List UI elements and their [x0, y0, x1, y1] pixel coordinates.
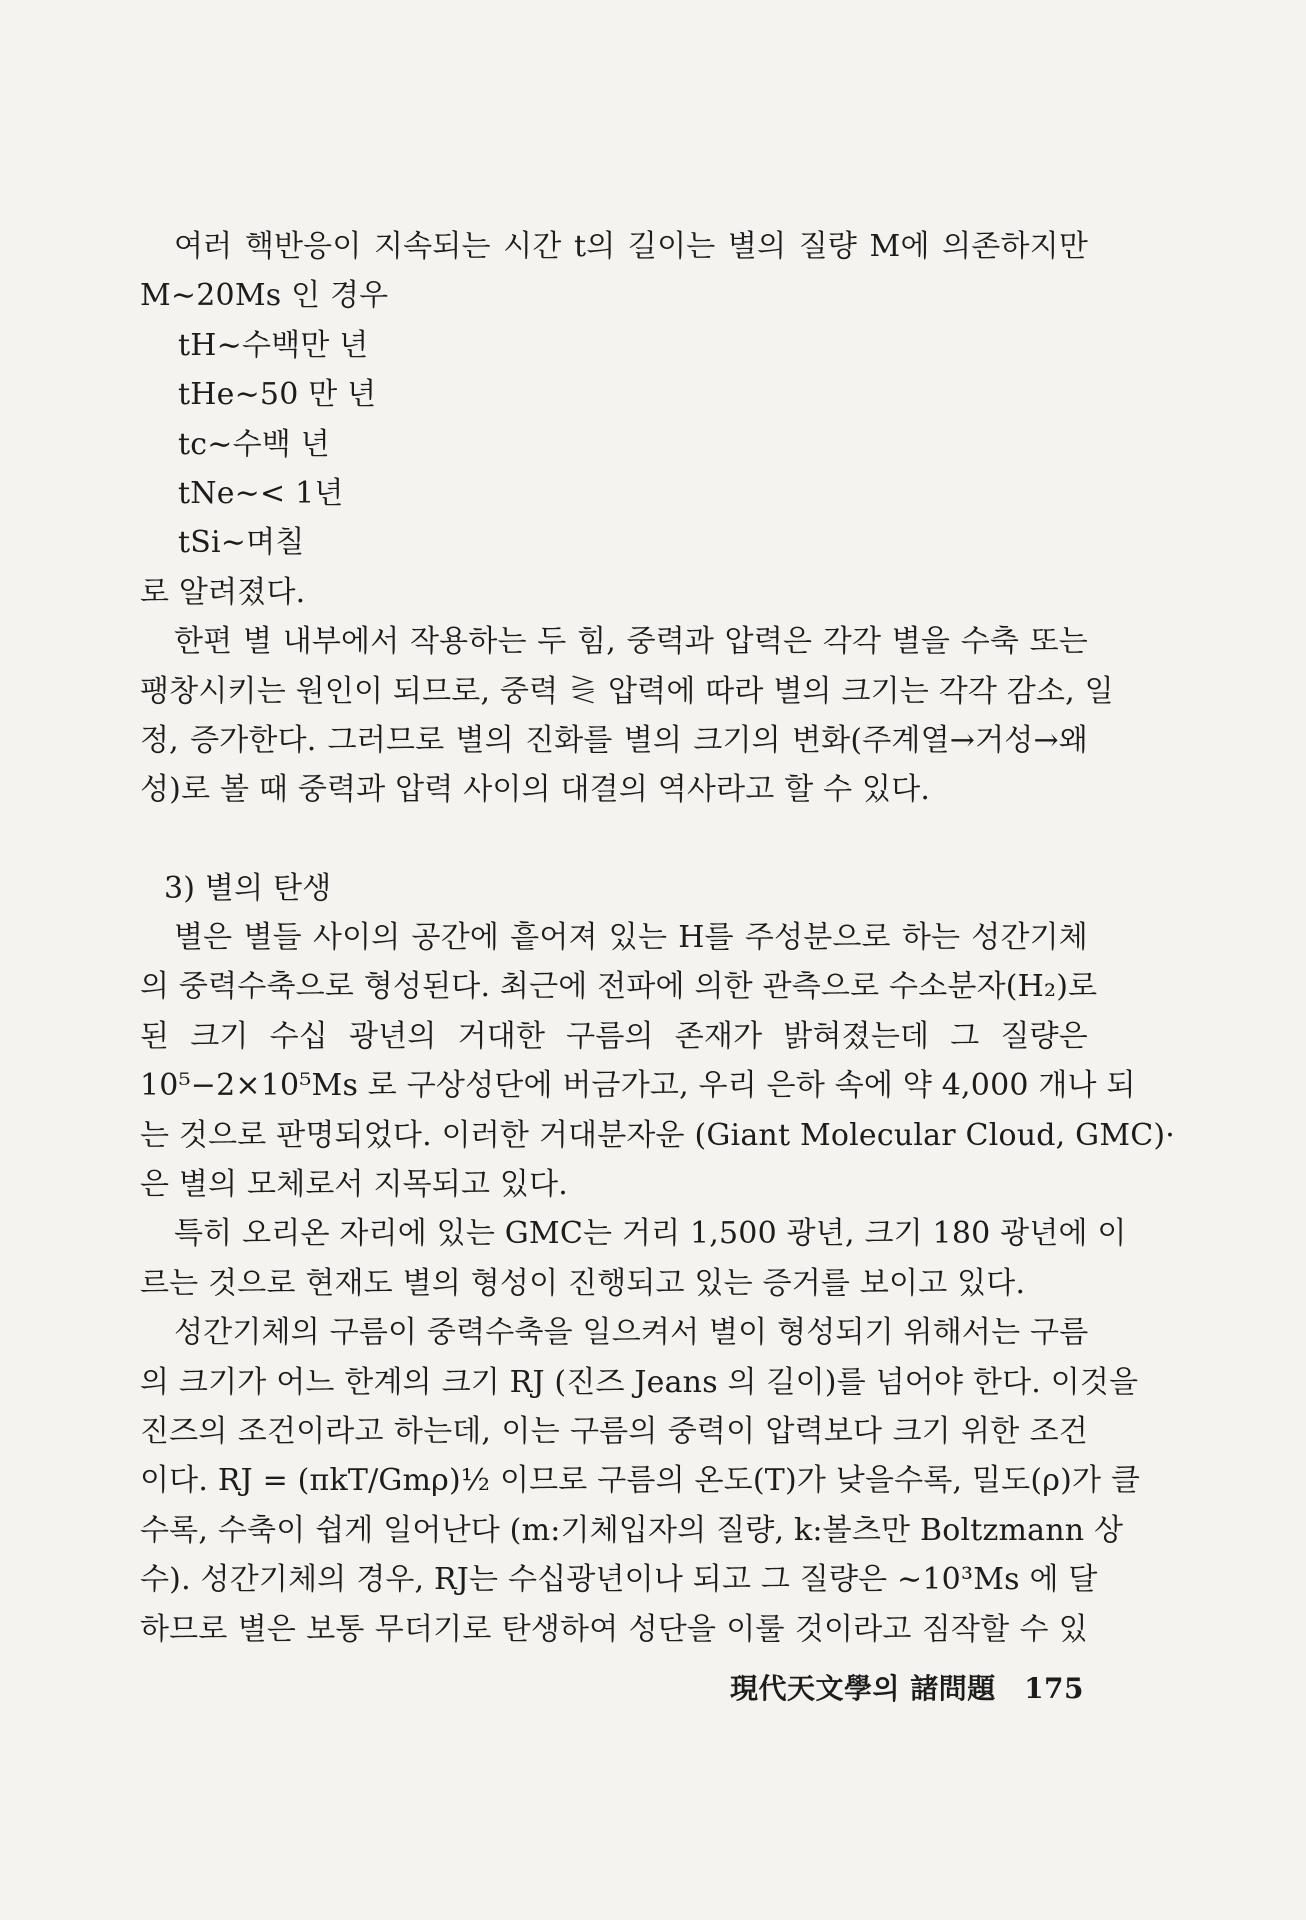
paragraph-line: 특히 오리온 자리에 있는 GMC는 거리 1,500 광년, 크기 180 광년에 이	[174, 1216, 1127, 1252]
paragraph-line: 이다. RJ = (πkT/Gmρ)½ 이므로 구름의 온도(T)가 낮을수록, 밀도(ρ)가 클	[140, 1463, 1141, 1499]
paragraph-line: 정, 증가한다. 그러므로 별의 진화를 별의 크기의 변화(주계열→거성→왜	[140, 722, 1088, 758]
paragraph-line: 로 알려졌다.	[140, 574, 306, 610]
formula-line: tH∼수백만 년	[178, 327, 369, 363]
spacer	[140, 815, 1088, 864]
paragraph-line: 의 크기가 어느 한계의 크기 RJ (진즈 Jeans 의 길이)를 넘어야 한다. 이것을	[140, 1364, 1139, 1400]
formula-line: tNe∼< 1년	[178, 475, 344, 511]
formula-line: tSi∼며칠	[178, 525, 305, 561]
paragraph-line: 의 중력수축으로 형성된다. 최근에 전파에 의한 관측으로 수소분자(H₂)로	[140, 969, 1098, 1005]
paragraph-line: 여러 핵반응이 지속되는 시간 t의 길이는 별의 질량 M에 의존하지만	[174, 229, 1088, 264]
running-title: 現代天文學의 諸問題	[730, 1672, 996, 1705]
formula-line: tHe∼50 만 년	[178, 377, 377, 413]
paragraph-line: 한편 별 내부에서 작용하는 두 힘, 중력과 압력은 각각 별을 수축 또는	[174, 624, 1088, 660]
paragraph-line: 수). 성간기체의 경우, RJ는 수십광년이나 되고 그 질량은 ∼10³Ms 에 달	[140, 1562, 1098, 1598]
paragraph-line: 별은 별들 사이의 공간에 흩어져 있는 H를 주성분으로 하는 성간기체	[174, 920, 1088, 956]
paragraph-line: 수록, 수축이 쉽게 일어난다 (m:기체입자의 질량, k:볼츠만 Boltzmann 상	[140, 1512, 1124, 1548]
paragraph-line: 은 별의 모체로서 지목되고 있다.	[140, 1167, 569, 1203]
paragraph-line: 성간기체의 구름이 중력수축을 일으켜서 별이 형성되기 위해서는 구름	[174, 1315, 1089, 1351]
paragraph-line: 팽창시키는 원인이 되므로, 중력 ⋛ 압력에 따라 별의 크기는 각각 감소, 일	[140, 673, 1114, 709]
paragraph-line: 진즈의 조건이라고 하는데, 이는 구름의 중력이 압력보다 크기 위한 조건	[140, 1413, 1088, 1449]
paragraph-line: 하므로 별은 보통 무더기로 탄생하여 성단을 이룰 것이라고 짐작할 수 있	[140, 1611, 1088, 1647]
paragraph-line: 르는 것으로 현재도 별의 형성이 진행되고 있는 증거를 보이고 있다.	[140, 1265, 1026, 1301]
paragraph-line: 는 것으로 판명되었다. 이러한 거대분자운 (Giant Molecular Cloud, GMC)·	[140, 1117, 1176, 1153]
formula-line: tc∼수백 년	[178, 426, 330, 462]
paragraph-line: 10⁵−2×10⁵Ms 로 구상성단에 버금가고, 우리 은하 속에 약 4,000 개나 되	[140, 1068, 1136, 1104]
paragraph-line: 성)로 볼 때 중력과 압력 사이의 대결의 역사라고 할 수 있다.	[140, 772, 931, 808]
page-number: 175	[1024, 1672, 1085, 1705]
paragraph-line: M∼20Ms 인 경우	[140, 278, 389, 314]
page-footer	[730, 1667, 1085, 1707]
body-text	[140, 222, 1176, 1654]
paragraph-line: 된 크기 수십 광년의 거대한 구름의 존재가 밝혀졌는데 그 질량은	[140, 1018, 1088, 1054]
section-heading: 3) 별의 탄생	[164, 870, 332, 906]
